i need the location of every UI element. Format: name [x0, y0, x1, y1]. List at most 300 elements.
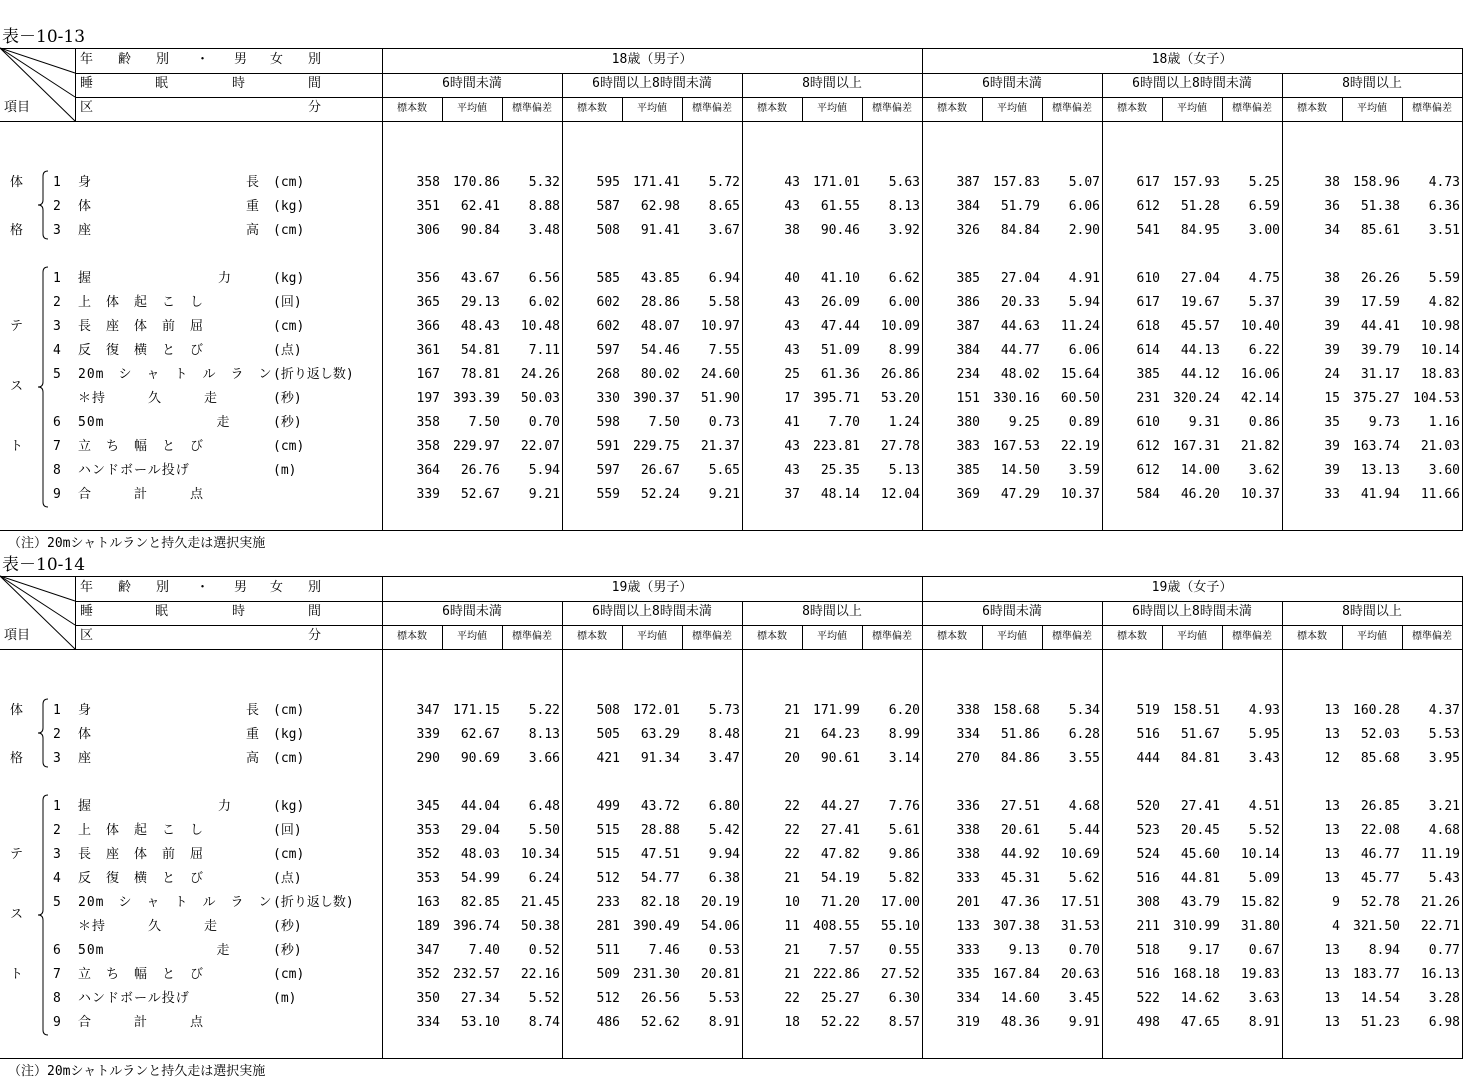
table-title: 表－10-13 — [2, 27, 86, 47]
table-cell: 26.26 — [1360, 271, 1400, 286]
table-cell: 22.71 — [1420, 919, 1460, 934]
table-cell: 5.65 — [708, 463, 740, 478]
table-cell: 167.84 — [993, 967, 1040, 982]
table-cell: 585 — [596, 271, 620, 286]
header-char-age-sex: 女 — [270, 580, 284, 595]
table-cell: 27.41 — [1180, 799, 1220, 814]
row-unit: (kg) — [273, 271, 305, 286]
table-cell: 380 — [956, 415, 980, 430]
table-cell: 334 — [956, 991, 980, 1006]
table-cell: 27.04 — [1180, 271, 1220, 286]
table-title: 表－10-14 — [2, 555, 86, 575]
stat-header: 平均値 — [1357, 103, 1387, 114]
table-cell: 223.81 — [813, 439, 860, 454]
table-cell: 47.29 — [1000, 487, 1040, 502]
table-cell: 7.76 — [888, 799, 920, 814]
table-cell: 4 — [1332, 919, 1340, 934]
table-cell: 27.78 — [880, 439, 920, 454]
table-cell: 4.91 — [1068, 271, 1100, 286]
table-cell: 499 — [596, 799, 620, 814]
table-cell: 10.98 — [1420, 319, 1460, 334]
diagonal-line — [0, 48, 75, 97]
table-cell: 5.32 — [528, 175, 560, 190]
header-rule — [75, 601, 1463, 602]
row-label: 長 座 体 前 屈 — [78, 847, 205, 862]
table-cell: 498 — [1136, 1015, 1160, 1030]
table-cell: 41.10 — [820, 271, 860, 286]
sleep-group-label: 6時間以上8時間未満 — [1132, 604, 1252, 619]
table-cell: 516 — [1136, 871, 1160, 886]
table-cell: 8.91 — [1248, 1015, 1280, 1030]
table-cell: 183.77 — [1353, 967, 1400, 982]
header-char-class: 分 — [308, 628, 322, 643]
table-cell: 11.19 — [1420, 847, 1460, 862]
table-cell: 3.21 — [1428, 799, 1460, 814]
header-char-sleep: 時 — [232, 604, 246, 619]
table-cell: 222.86 — [813, 967, 860, 982]
header-bottom-rule — [0, 649, 1463, 650]
table-cell: 9.17 — [1188, 943, 1220, 958]
table-cell: 8.74 — [528, 1015, 560, 1030]
table-cell: 6.38 — [708, 871, 740, 886]
table-cell: 43.67 — [460, 271, 500, 286]
table-cell: 211 — [1136, 919, 1160, 934]
row-unit: (kg) — [273, 727, 305, 742]
row-label: 握 力 — [78, 271, 233, 286]
table-cell: 5.44 — [1068, 823, 1100, 838]
table-cell: 8.88 — [528, 199, 560, 214]
table-cell: 387 — [956, 319, 980, 334]
table-cell: 27.51 — [1000, 799, 1040, 814]
table-cell: 19.83 — [1240, 967, 1280, 982]
table-cell: 6.80 — [708, 799, 740, 814]
table-cell: 37 — [784, 487, 800, 502]
row-unit: (cm) — [273, 847, 305, 862]
stat-header: 標本数 — [397, 103, 427, 114]
table-cell: 9.31 — [1188, 415, 1220, 430]
table-cell: 25.35 — [820, 463, 860, 478]
row-number: 1 — [53, 703, 61, 718]
table-cell: 6.56 — [528, 271, 560, 286]
header-char-age-sex: 男 — [234, 580, 248, 595]
table-cell: 133 — [956, 919, 980, 934]
table-cell: 5.94 — [528, 463, 560, 478]
row-label: ＊持 久 走 — [78, 919, 219, 934]
table-cell: 8.65 — [708, 199, 740, 214]
table-cell: 44.13 — [1180, 343, 1220, 358]
stub-right-rule — [382, 576, 383, 1058]
table-cell: 84.86 — [1000, 751, 1040, 766]
table-cell: 339 — [416, 727, 440, 742]
table-cell: 44.81 — [1180, 871, 1220, 886]
row-label: 高 — [246, 223, 260, 238]
table-cell: 197 — [416, 391, 440, 406]
table-cell: 46.20 — [1180, 487, 1220, 502]
table-cell: 505 — [596, 727, 620, 742]
table-cell: 16.13 — [1420, 967, 1460, 982]
table-top-rule — [0, 576, 1463, 577]
table-cell: 234 — [956, 367, 980, 382]
table-cell: 54.06 — [700, 919, 740, 934]
table-cell: 320.24 — [1173, 391, 1220, 406]
row-number: 3 — [53, 751, 61, 766]
table-cell: 39.79 — [1360, 343, 1400, 358]
header-rule — [75, 73, 1463, 74]
sleep-group-label: 6時間以上8時間未満 — [1132, 76, 1252, 91]
table-cell: 375.27 — [1353, 391, 1400, 406]
table-cell: 21.26 — [1420, 895, 1460, 910]
header-char-sleep: 睡 — [80, 604, 94, 619]
header-char-age-sex: 齢 — [118, 52, 132, 67]
stat-header: 標準偏差 — [1412, 631, 1452, 642]
table-cell: 8.94 — [1368, 943, 1400, 958]
table-cell: 617 — [1136, 175, 1160, 190]
table-cell: 45.31 — [1000, 871, 1040, 886]
table-cell: 486 — [596, 1015, 620, 1030]
table-cell: 8.57 — [888, 1015, 920, 1030]
table-cell: 334 — [956, 727, 980, 742]
table-cell: 356 — [416, 271, 440, 286]
table-cell: 51.09 — [820, 343, 860, 358]
row-unit: (cm) — [273, 319, 305, 334]
table-cell: 158.51 — [1173, 703, 1220, 718]
sleep-group-label: 6時間未満 — [442, 604, 502, 619]
table-cell: 3.60 — [1428, 463, 1460, 478]
table-cell: 364 — [416, 463, 440, 478]
table-cell: 13 — [1324, 943, 1340, 958]
table-cell: 290 — [416, 751, 440, 766]
table-cell: 157.93 — [1173, 175, 1220, 190]
table-cell: 47.44 — [820, 319, 860, 334]
table-cell: 46.77 — [1360, 847, 1400, 862]
row-label: 20m シ ャ ト ル ラ ン — [78, 895, 273, 910]
table-cell: 8.13 — [528, 727, 560, 742]
table-cell: 6.59 — [1248, 199, 1280, 214]
table-cell: 50.38 — [520, 919, 560, 934]
table-cell: 3.28 — [1428, 991, 1460, 1006]
table-cell: 36 — [1324, 199, 1340, 214]
row-label: 合 計 点 — [78, 487, 205, 502]
table-cell: 330 — [596, 391, 620, 406]
table-cell: 5.73 — [708, 703, 740, 718]
table-cell: 9.86 — [888, 847, 920, 862]
header-char-age-sex: 男 — [234, 52, 248, 67]
table-cell: 6.48 — [528, 799, 560, 814]
table-cell: 54.81 — [460, 343, 500, 358]
table-cell: 21.37 — [700, 439, 740, 454]
stat-header: 標準偏差 — [512, 631, 552, 642]
row-number: 5 — [53, 895, 61, 910]
table-cell: 5.50 — [528, 823, 560, 838]
table-cell: 335 — [956, 967, 980, 982]
table-cell: 44.41 — [1360, 319, 1400, 334]
table-cell: 602 — [596, 319, 620, 334]
table-cell: 5.13 — [888, 463, 920, 478]
table-cell: 338 — [956, 823, 980, 838]
diagonal-line — [0, 576, 75, 601]
table-cell: 14.62 — [1180, 991, 1220, 1006]
table-cell: 7.50 — [648, 415, 680, 430]
table-cell: 10.14 — [1420, 343, 1460, 358]
table-cell: 42.14 — [1240, 391, 1280, 406]
table-cell: 26.09 — [820, 295, 860, 310]
table-cell: 34 — [1324, 223, 1340, 238]
table-cell: 612 — [1136, 439, 1160, 454]
table-cell: 43.79 — [1180, 895, 1220, 910]
stat-header: 標準偏差 — [1052, 103, 1092, 114]
table-cell: 4.73 — [1428, 175, 1460, 190]
diagonal-line — [0, 48, 75, 73]
row-label: 長 — [246, 175, 260, 190]
table-cell: 10 — [784, 895, 800, 910]
table-cell: 10.37 — [1240, 487, 1280, 502]
table-cell: 171.01 — [813, 175, 860, 190]
table-cell: 29.04 — [460, 823, 500, 838]
table-cell: 48.03 — [460, 847, 500, 862]
table-cell: 390.49 — [633, 919, 680, 934]
table-cell: 334 — [416, 1015, 440, 1030]
table-cell: 5.37 — [1248, 295, 1280, 310]
table-cell: 3.92 — [888, 223, 920, 238]
table-cell: 157.83 — [993, 175, 1040, 190]
table-cell: 0.73 — [708, 415, 740, 430]
table-cell: 51.79 — [1000, 199, 1040, 214]
table-cell: 3.62 — [1248, 463, 1280, 478]
table-cell: 43 — [784, 199, 800, 214]
table-cell: 0.77 — [1428, 943, 1460, 958]
table-cell: 612 — [1136, 463, 1160, 478]
table-cell: 171.41 — [633, 175, 680, 190]
table-cell: 24 — [1324, 367, 1340, 382]
table-cell: 13 — [1324, 847, 1340, 862]
table-cell: 51.28 — [1180, 199, 1220, 214]
table-cell: 60.50 — [1060, 391, 1100, 406]
row-number: 2 — [53, 823, 61, 838]
row-unit: (秒) — [273, 391, 302, 406]
table-cell: 54.19 — [820, 871, 860, 886]
table-cell: 45.60 — [1180, 847, 1220, 862]
table-cell: 598 — [596, 415, 620, 430]
table-cell: 11.24 — [1060, 319, 1100, 334]
stat-header: 標本数 — [1297, 103, 1327, 114]
row-unit: (秒) — [273, 943, 302, 958]
table-cell: 5.43 — [1428, 871, 1460, 886]
table-cell: 3.63 — [1248, 991, 1280, 1006]
table-cell: 358 — [416, 439, 440, 454]
header-rule — [75, 97, 1463, 98]
table-cell: 353 — [416, 871, 440, 886]
table-cell: 22.19 — [1060, 439, 1100, 454]
table-cell: 41 — [784, 415, 800, 430]
stat-header: 標準偏差 — [512, 103, 552, 114]
table-cell: 38 — [1324, 175, 1340, 190]
table-cell: 231 — [1136, 391, 1160, 406]
table-cell: 17 — [784, 391, 800, 406]
table-cell: 13 — [1324, 727, 1340, 742]
table-cell: 5.53 — [1428, 727, 1460, 742]
table-cell: 7.50 — [468, 415, 500, 430]
table-cell: 62.41 — [460, 199, 500, 214]
table-cell: 85.68 — [1360, 751, 1400, 766]
row-label: 座 — [78, 223, 92, 238]
table-cell: 9.73 — [1368, 415, 1400, 430]
table-cell: 345 — [416, 799, 440, 814]
table-cell: 395.71 — [813, 391, 860, 406]
header-char-age-sex: 年 — [80, 580, 94, 595]
table-cell: 5.52 — [528, 991, 560, 1006]
table-cell: 44.92 — [1000, 847, 1040, 862]
stat-header: 平均値 — [1177, 631, 1207, 642]
row-label: 立 ち 幅 と び — [78, 439, 205, 454]
table-cell: 541 — [1136, 223, 1160, 238]
row-unit: (折り返し数) — [273, 895, 354, 910]
header-char-age-sex: ・ — [196, 580, 210, 595]
table-cell: 44.12 — [1180, 367, 1220, 382]
table-cell: 310.99 — [1173, 919, 1220, 934]
table-cell: 80.02 — [640, 367, 680, 382]
table-cell: 6.30 — [888, 991, 920, 1006]
table-cell: 62.67 — [460, 727, 500, 742]
row-unit: (m) — [273, 991, 297, 1006]
table-cell: 61.36 — [820, 367, 860, 382]
header-bottom-rule — [0, 121, 1463, 122]
table-cell: 584 — [1136, 487, 1160, 502]
table-cell: 6.02 — [528, 295, 560, 310]
data-table-block — [0, 26, 1463, 554]
table-cell: 0.67 — [1248, 943, 1280, 958]
table-cell: 385 — [956, 271, 980, 286]
header-char-sleep: 眠 — [155, 604, 169, 619]
table-cell: 10.69 — [1060, 847, 1100, 862]
table-cell: 84.84 — [1000, 223, 1040, 238]
table-cell: 347 — [416, 703, 440, 718]
table-cell: 5.53 — [708, 991, 740, 1006]
table-cell: 396.74 — [453, 919, 500, 934]
section-label-body: 格 — [10, 223, 24, 238]
table-cell: 44.04 — [460, 799, 500, 814]
row-unit: (cm) — [273, 703, 305, 718]
table-cell: 27.52 — [880, 967, 920, 982]
row-number: 2 — [53, 295, 61, 310]
row-number: 8 — [53, 991, 61, 1006]
row-unit: (cm) — [273, 175, 305, 190]
table-cell: 61.55 — [820, 199, 860, 214]
section-label-test: ト — [10, 439, 24, 454]
table-cell: 26.76 — [460, 463, 500, 478]
table-cell: 35 — [1324, 415, 1340, 430]
sex-divider-rule — [922, 48, 923, 530]
table-cell: 43 — [784, 439, 800, 454]
table-cell: 3.67 — [708, 223, 740, 238]
row-number: 1 — [53, 175, 61, 190]
stat-header: 標本数 — [1117, 631, 1147, 642]
table-cell: 4.82 — [1428, 295, 1460, 310]
row-label: 上 体 起 こ し — [78, 295, 205, 310]
table-cell: 51.38 — [1360, 199, 1400, 214]
table-cell: 54.46 — [640, 343, 680, 358]
row-number: 5 — [53, 367, 61, 382]
table-cell: 21.45 — [520, 895, 560, 910]
table-cell: 167 — [416, 367, 440, 382]
table-cell: 84.95 — [1180, 223, 1220, 238]
table-cell: 511 — [596, 943, 620, 958]
diagonal-line — [0, 576, 75, 625]
table-cell: 158.96 — [1353, 175, 1400, 190]
table-cell: 336 — [956, 799, 980, 814]
row-number: 7 — [53, 967, 61, 982]
row-number: 9 — [53, 1015, 61, 1030]
table-cell: 270 — [956, 751, 980, 766]
stub-right-rule — [382, 48, 383, 530]
table-cell: 13 — [1324, 1015, 1340, 1030]
table-cell: 520 — [1136, 799, 1160, 814]
table-cell: 516 — [1136, 967, 1160, 982]
table-cell: 524 — [1136, 847, 1160, 862]
table-cell: 0.89 — [1068, 415, 1100, 430]
header-rule — [75, 625, 1463, 626]
table-cell: 614 — [1136, 343, 1160, 358]
header-char-age-sex: 別 — [308, 580, 322, 595]
table-cell: 22.07 — [520, 439, 560, 454]
table-cell: 8.91 — [708, 1015, 740, 1030]
sleep-group-label: 8時間以上 — [802, 76, 862, 91]
stat-header: 標本数 — [937, 103, 967, 114]
table-cell: 4.68 — [1068, 799, 1100, 814]
table-cell: 84.81 — [1180, 751, 1220, 766]
table-note: （注）20mシャトルランと持久走は選択実施 — [8, 536, 266, 551]
row-unit: (kg) — [273, 799, 305, 814]
table-cell: 515 — [596, 847, 620, 862]
row-unit: (cm) — [273, 967, 305, 982]
table-cell: 602 — [596, 295, 620, 310]
table-cell: 3.55 — [1068, 751, 1100, 766]
table-cell: 47.51 — [640, 847, 680, 862]
sleep-group-label: 6時間以上8時間未満 — [592, 76, 712, 91]
table-cell: 11.66 — [1420, 487, 1460, 502]
row-unit: (秒) — [273, 919, 302, 934]
table-cell: 16.06 — [1240, 367, 1280, 382]
brace-mark — [36, 698, 50, 768]
row-label: ハンドボール投げ — [78, 463, 190, 478]
table-cell: 28.88 — [640, 823, 680, 838]
table-cell: 38 — [1324, 271, 1340, 286]
row-number: 2 — [53, 727, 61, 742]
header-char-age-sex: ・ — [196, 52, 210, 67]
table-cell: 10.14 — [1240, 847, 1280, 862]
table-cell: 71.20 — [820, 895, 860, 910]
table-cell: 82.18 — [640, 895, 680, 910]
header-char-sleep: 間 — [308, 604, 322, 619]
table-cell: 5.59 — [1428, 271, 1460, 286]
row-label: 合 計 点 — [78, 1015, 205, 1030]
table-cell: 18.83 — [1420, 367, 1460, 382]
table-cell: 595 — [596, 175, 620, 190]
table-cell: 15.64 — [1060, 367, 1100, 382]
table-cell: 189 — [416, 919, 440, 934]
table-cell: 390.37 — [633, 391, 680, 406]
table-cell: 5.95 — [1248, 727, 1280, 742]
table-cell: 365 — [416, 295, 440, 310]
table-cell: 43 — [784, 343, 800, 358]
table-cell: 51.86 — [1000, 727, 1040, 742]
row-number: 3 — [53, 847, 61, 862]
table-cell: 5.42 — [708, 823, 740, 838]
section-label-body: 格 — [10, 751, 24, 766]
table-cell: 4.37 — [1428, 703, 1460, 718]
row-number: 4 — [53, 871, 61, 886]
table-cell: 52.22 — [820, 1015, 860, 1030]
row-label: 50m 走 — [78, 415, 231, 430]
